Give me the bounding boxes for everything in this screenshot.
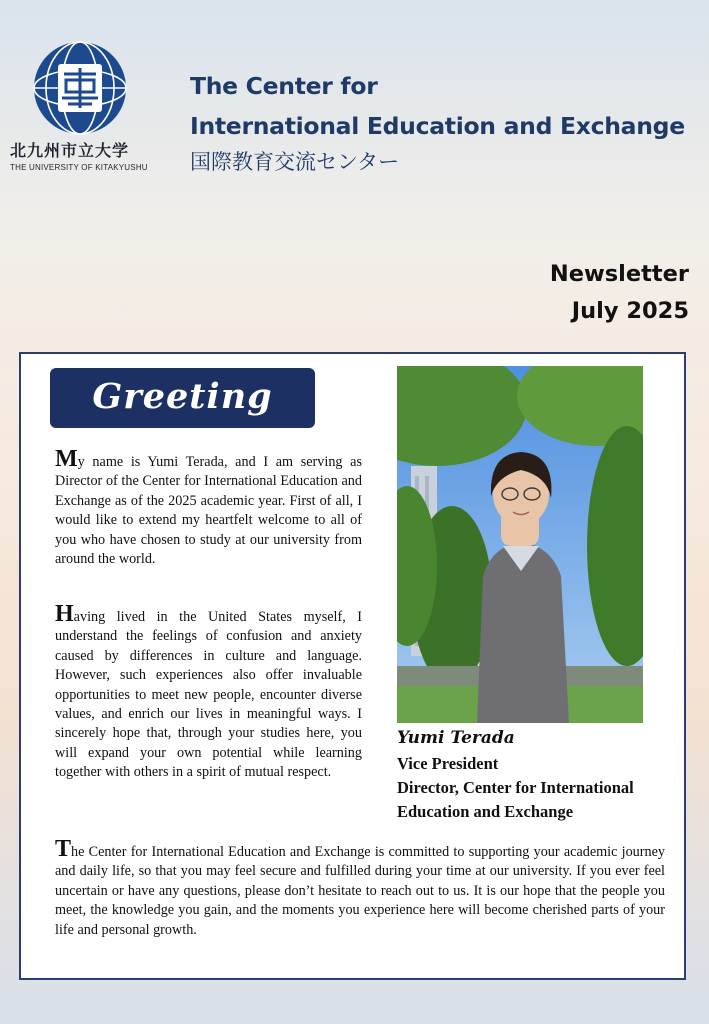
center-title-jp: 国際教育交流センター [190,150,400,174]
university-logo [32,40,128,136]
paragraph-3-text: he Center for International Education and Exchange is committed to supporting your academic journey and daily life, so that you may feel secure and fulfilled during your time at our university. If you ever feel uncertain or have any questions, please don’t hesitate to reach out to us. It is our hope that the people you meet, the knowledge you gain, and the moments you experience here will become cherished parts of your life and personal growth. [55,844,665,938]
center-title [190,66,685,146]
paragraph-1-text: y name is Yumi Terada, and I am serving as Director of the Center for International Education and Exchange as of the 2025 academic year. First of all, I would like to extend my heartfelt welcome to all of you who have chosen to study at our university from around the world. [55,454,362,568]
university-name-en: THE UNIVERSITY OF KITAKYUSHU [10,163,148,172]
center-title-line1: The Center for [190,72,378,100]
greeting-paragraph-2 [55,601,362,783]
signature-titles [397,752,634,824]
university-name-jp: 北九州市立大学 [10,141,130,160]
signature-name: Yumi Terada [397,728,515,748]
signature-title-line2: Education and Exchange [397,802,574,821]
newsletter-title: Newsletter [549,261,689,287]
dropcap-m: M [55,446,78,472]
director-photo [397,366,643,723]
signature-role: Vice President [397,754,499,773]
dropcap-t: T [55,836,72,862]
signature-title-line1: Director, Center for International [397,778,634,797]
center-title-line2: International Education and Exchange [190,112,685,140]
greeting-paragraph-3 [55,836,665,940]
greeting-paragraph-1 [55,446,362,569]
newsletter-label [550,256,689,330]
paragraph-2-text: aving lived in the United States myself, I understand the feelings of confusion and anxiety caused by differences in culture and language. However, such experiences also offer invaluable opportunities to meet new people, encounter diverse values, and enrich our lives in meaningful ways. I sincerely hope that, through your studies here, you will expand your own potential while learning together with others in a spirit of mutual respect. [55,609,362,781]
greeting-heading: Greeting [92,376,273,417]
dropcap-h: H [55,601,74,627]
newsletter-date: July 2025 [571,298,689,324]
